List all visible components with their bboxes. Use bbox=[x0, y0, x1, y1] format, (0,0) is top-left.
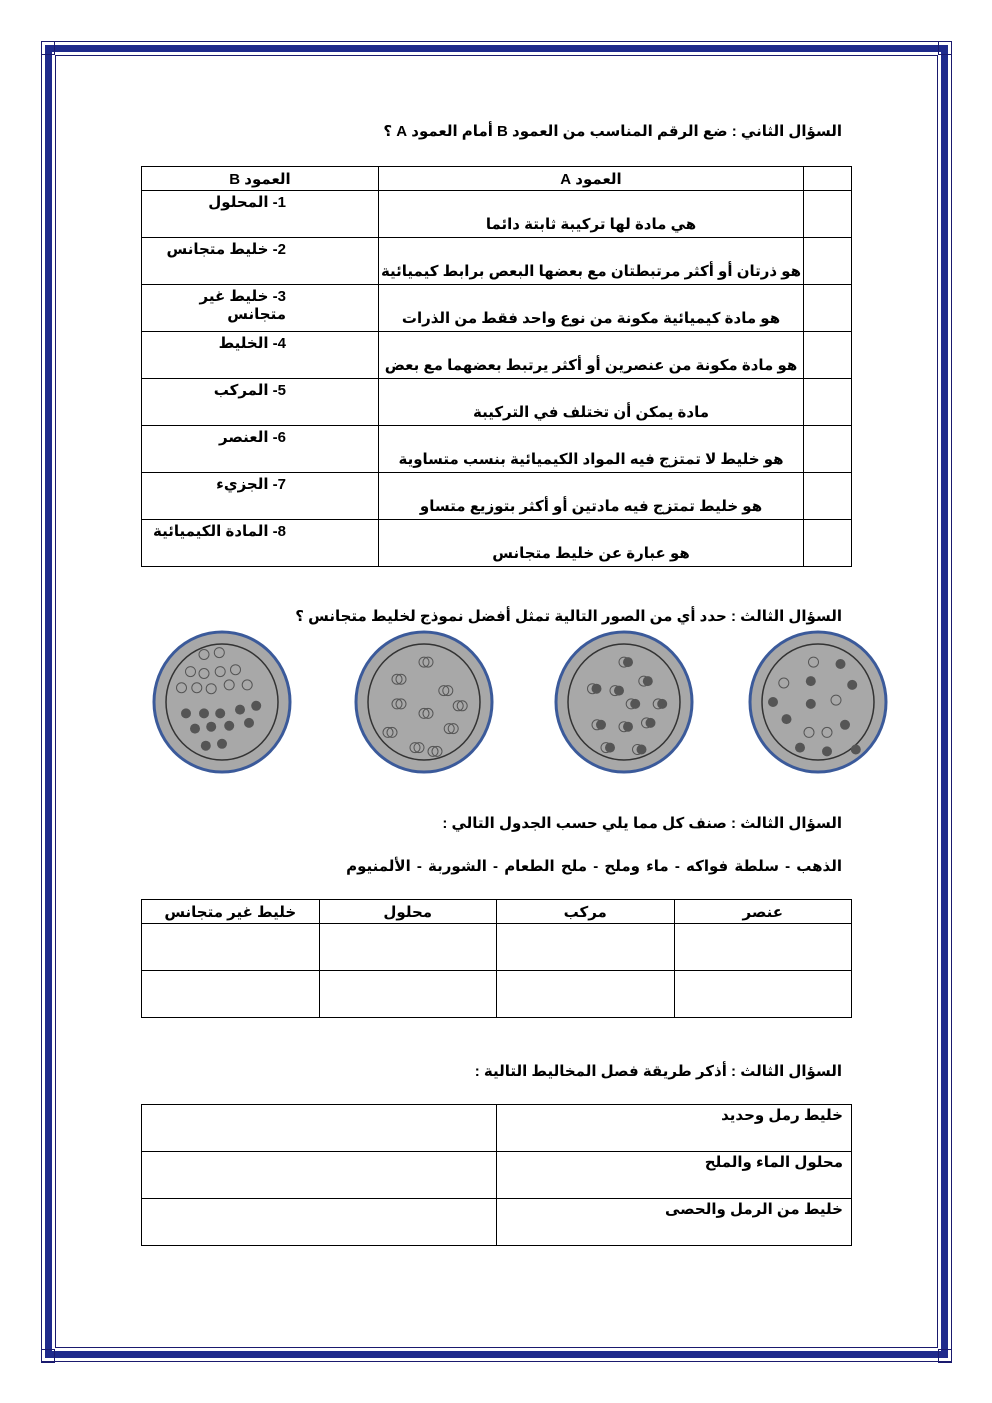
matching-table bbox=[141, 166, 852, 567]
term-cell: 7- الجزيء bbox=[142, 473, 379, 520]
mixture-label: خليط رمل وحديد bbox=[497, 1105, 852, 1152]
corner-ornament bbox=[938, 1349, 952, 1363]
answer-cell[interactable] bbox=[804, 379, 852, 426]
header-solution: محلول bbox=[319, 900, 497, 924]
definition-cell: هو عبارة عن خليط متجانس bbox=[379, 520, 804, 567]
corner-ornament bbox=[41, 1349, 55, 1363]
question-2-title: السؤال الثاني : ضع الرقم المناسب من العمود B أمام العمود A ؟ bbox=[383, 123, 842, 140]
header-element: عنصر bbox=[674, 900, 852, 924]
table-row bbox=[142, 473, 852, 520]
classification-table bbox=[141, 899, 852, 1018]
items-list: الذهب - سلطة فواكه - ماء وملح - ملح الطعام - الشوربة - الألمنيوم bbox=[346, 858, 842, 875]
header-compound: مركب bbox=[497, 900, 675, 924]
table-row bbox=[142, 285, 852, 332]
table-row bbox=[142, 191, 852, 238]
answer-cell[interactable] bbox=[497, 924, 675, 971]
term-cell: 6- العنصر bbox=[142, 426, 379, 473]
definition-cell: هو مادة مكونة من عنصرين أو أكثر يرتبط بعضهما مع بعض bbox=[379, 332, 804, 379]
table-row bbox=[142, 238, 852, 285]
table-row bbox=[142, 426, 852, 473]
term-cell: 3- خليط غير متجانس bbox=[142, 285, 379, 332]
table-row bbox=[142, 379, 852, 426]
definition-cell: هو مادة كيميائية مكونة من نوع واحد فقط من الذرات bbox=[379, 285, 804, 332]
term-cell: 4- الخليط bbox=[142, 332, 379, 379]
definition-cell: هو ذرتان أو أكثر مرتبطتان مع بعضها البعص برابط كيميائية bbox=[379, 238, 804, 285]
term-cell: 5- المركب bbox=[142, 379, 379, 426]
answer-cell[interactable] bbox=[142, 971, 320, 1018]
answer-cell[interactable] bbox=[497, 971, 675, 1018]
answer-cell[interactable] bbox=[804, 332, 852, 379]
mixture-label: محلول الماء والملح bbox=[497, 1152, 852, 1199]
term-cell: 2- خليط متجانس bbox=[142, 238, 379, 285]
definition-cell: هو خليط تمتزج فيه مادتين أو أكثر بتوزيع متساو bbox=[379, 473, 804, 520]
answer-cell[interactable] bbox=[804, 285, 852, 332]
answer-cell[interactable] bbox=[142, 1199, 497, 1246]
separation-table bbox=[141, 1104, 852, 1246]
answer-column-header bbox=[804, 167, 852, 191]
answer-cell[interactable] bbox=[142, 1152, 497, 1199]
definition-cell: هي مادة لها تركيبة ثابتة دائما bbox=[379, 191, 804, 238]
question-3c-title: السؤال الثالث : أذكر طريقة فصل المخاليط التالية : bbox=[474, 1063, 842, 1080]
table-row bbox=[142, 520, 852, 567]
mixture-images bbox=[150, 630, 895, 780]
term-cell: 1- المحلول bbox=[142, 191, 379, 238]
answer-cell[interactable] bbox=[804, 520, 852, 567]
column-b-header: العمود B bbox=[142, 167, 379, 191]
corner-ornament bbox=[938, 41, 952, 55]
mixture-dish-1[interactable] bbox=[154, 632, 290, 772]
question-3a-title: السؤال الثالث : حدد أي من الصور التالية تمثل أفضل نموذج لخليط متجانس ؟ bbox=[295, 608, 842, 625]
column-a-header: العمود A bbox=[379, 167, 804, 191]
answer-cell[interactable] bbox=[804, 473, 852, 520]
answer-cell[interactable] bbox=[804, 426, 852, 473]
answer-cell[interactable] bbox=[319, 971, 497, 1018]
answer-cell[interactable] bbox=[804, 238, 852, 285]
answer-cell[interactable] bbox=[674, 971, 852, 1018]
answer-cell[interactable] bbox=[674, 924, 852, 971]
mixture-dish-4[interactable] bbox=[750, 632, 886, 772]
mixture-dish-2[interactable] bbox=[356, 632, 492, 772]
definition-cell: مادة يمكن أن تختلف في التركيبة bbox=[379, 379, 804, 426]
mixture-label: خليط من الرمل والحصى bbox=[497, 1199, 852, 1246]
question-3b-title: السؤال الثالث : صنف كل مما يلي حسب الجدول التالي : bbox=[442, 815, 842, 832]
table-row bbox=[142, 332, 852, 379]
corner-ornament bbox=[41, 41, 55, 55]
answer-cell[interactable] bbox=[804, 191, 852, 238]
answer-cell[interactable] bbox=[142, 924, 320, 971]
definition-cell: هو خليط لا تمتزج فيه المواد الكيميائية بنسب متساوية bbox=[379, 426, 804, 473]
answer-cell[interactable] bbox=[319, 924, 497, 971]
term-cell: 8- المادة الكيميائية bbox=[142, 520, 379, 567]
answer-cell[interactable] bbox=[142, 1105, 497, 1152]
mixture-dish-3[interactable] bbox=[556, 632, 692, 772]
header-heterogeneous-mixture: خليط غير متجانس bbox=[142, 900, 320, 924]
